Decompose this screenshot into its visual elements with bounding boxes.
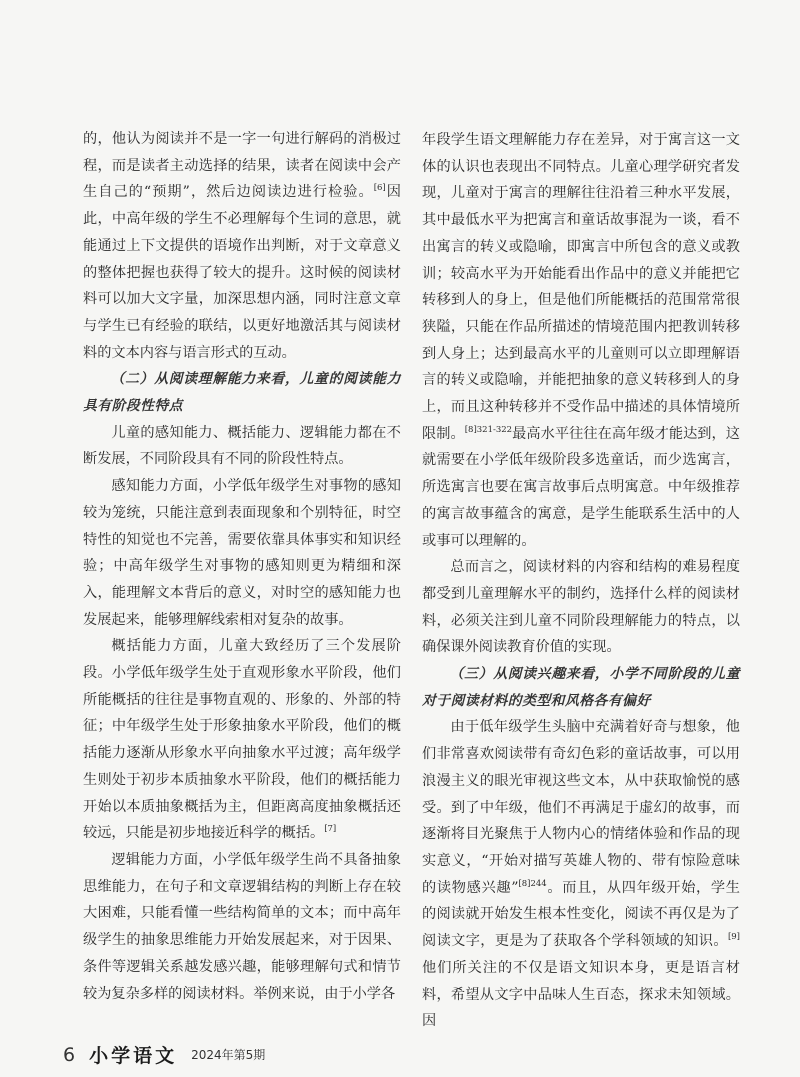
section-heading: [83, 366, 401, 419]
text-run: 因此，中高年级的学生不必理解每个生词的意思，就能通过上下文提供的语境作出判断，对于文章意义的整体把握也获得了较大的提升。这时候的阅读材料可以加大文字量，加深思想内涵，同时注意文章与学生已有经验的联结，以更好地激活其与阅读材料的文本内容与语言形式的互动。: [83, 184, 401, 361]
paragraph: [83, 420, 401, 473]
citation-ref: [6]: [373, 183, 386, 194]
paragraph: [83, 633, 401, 847]
issue-label: 2024年第5期: [191, 1048, 266, 1062]
page-number: 6: [63, 1043, 76, 1066]
left-column: [83, 126, 401, 1007]
paragraph: [83, 847, 401, 1007]
text-run: 的，他认为阅读并不是一字一句进行解码的消极过程，而是读者主动选择的结果，读者在阅读中会产生自己的“预期”，然后边阅读边进行检验。: [83, 131, 401, 201]
text-run: 儿童的感知能力、概括能力、逻辑能力都在不断发展，不同阶段具有不同的阶段性特点。: [83, 424, 401, 468]
paragraph: [422, 714, 740, 1034]
section-heading: [422, 661, 740, 714]
text-run: 。而且，从四年级开始，学生的阅读就开始发生根本性变化，阅读不再仅是为了阅读文字，更是为了获取各个学科领域的知识。: [422, 879, 740, 950]
text-run: （三）从阅读兴趣来看，小学不同阶段的儿童对于阅读材料的类型和风格各有偏好: [422, 666, 740, 709]
paragraph: [422, 127, 740, 554]
paragraph: [83, 473, 401, 633]
journal-logo: 小学语文: [89, 1045, 178, 1067]
text-run: 最高水平往往在高年级才能达到，这就需要在小学低年级阶段多选童话，而少选寓言，所选寓言也要在寓言故事后点明寓意。中年级推荐的寓言故事蕴含的寓意，是学生能联系生活中的人或事可以理解的。: [422, 425, 740, 549]
text-run: 逻辑能力方面，小学低年级学生尚不具备抽象思维能力，在句子和文章逻辑结构的判断上存在较大困难，只能看懂一些结构简单的文本；而中高年级学生的抽象思维能力开始发展起来，对于因果、条件等逻辑关系越发感兴趣，能够理解句式和情节较为复杂多样的阅读材料。举例来说，由于小学各: [83, 851, 401, 1002]
citation-ref: [7]: [324, 824, 337, 835]
text-run: 年段学生语文理解能力存在差异，对于寓言这一文体的认识也表现出不同特点。儿童心理学研究者发现，儿童对于寓言的理解往往沿着三种水平发展，其中最低水平为把寓言和童话故事混为一谈，看不出寓言的转义或隐喻，即寓言中所包含的意义或教训；较高水平为开始能看出作品中的意义并能把它转移到人的身上，但是他们所能概括的范围常常很狭隘，只能在作品所描述的情境范围内把教训转移到人身上；达到最高水平的儿童则可以立即理解语言的转义或隐喻，并能把抽象的意义转移到人的身上，而且这种转移并不受作品中描述的具体情境所限制。: [422, 132, 740, 442]
paragraph: [422, 554, 740, 661]
right-column: [422, 127, 740, 1035]
paragraph: [83, 126, 401, 366]
page-footer: [63, 1041, 265, 1068]
text-run: （二）从阅读理解能力来看，儿童的阅读能力具有阶段性特点: [83, 371, 401, 415]
citation-ref: [8]321-322: [464, 424, 513, 435]
text-run: 由于低年级学生头脑中充满着好奇与想象，他们非常喜欢阅读带有奇幻色彩的童话故事，可以用浪漫主义的眼光审视这些文本，从中获取愉悦的感受。到了中年级，他们不再满足于虚幻的故事，而逐渐将目光聚焦于人物内心的情绪体验和作品的现实意义，“开始对描写英雄人物的、带有惊险意味的读物感兴趣”: [422, 719, 740, 896]
citation-ref: [8]244: [518, 878, 547, 889]
text-run: 他们所关注的不仅是语文知识本身，更是语言材料，希望从文字中品味人生百态，探求未知领域。因: [422, 959, 740, 1030]
text-run: 概括能力方面，儿童大致经历了三个发展阶段。小学低年级学生处于直观形象水平阶段，他们所能概括的往往是事物直观的、形象的、外部的特征；中年级学生处于形象抽象水平阶段，他们的概括能力逐渐从形象水平向抽象水平过渡；高年级学生则处于初步本质抽象水平阶段，他们的概括能力开始以本质抽象概括为主，但距离高度抽象概括还较远，只能是初步地接近科学的概括。: [83, 638, 401, 842]
text-run: 总而言之，阅读材料的内容和结构的难易程度都受到儿童理解水平的制约，选择什么样的阅读材料，必须关注到儿童不同阶段理解能力的特点，以确保课外阅读教育价值的实现。: [422, 559, 740, 656]
citation-ref: [9]: [727, 932, 740, 943]
text-run: 感知能力方面，小学低年级学生对事物的感知较为笼统，只能注意到表面现象和个别特征，时空特性的知觉也不完善，需要依靠具体事实和知识经验；中高年级学生对事物的感知则更为精细和深入，能理解文本背后的意义，对时空的感知能力也发展起来，能够理解线索相对复杂的故事。: [83, 478, 401, 628]
